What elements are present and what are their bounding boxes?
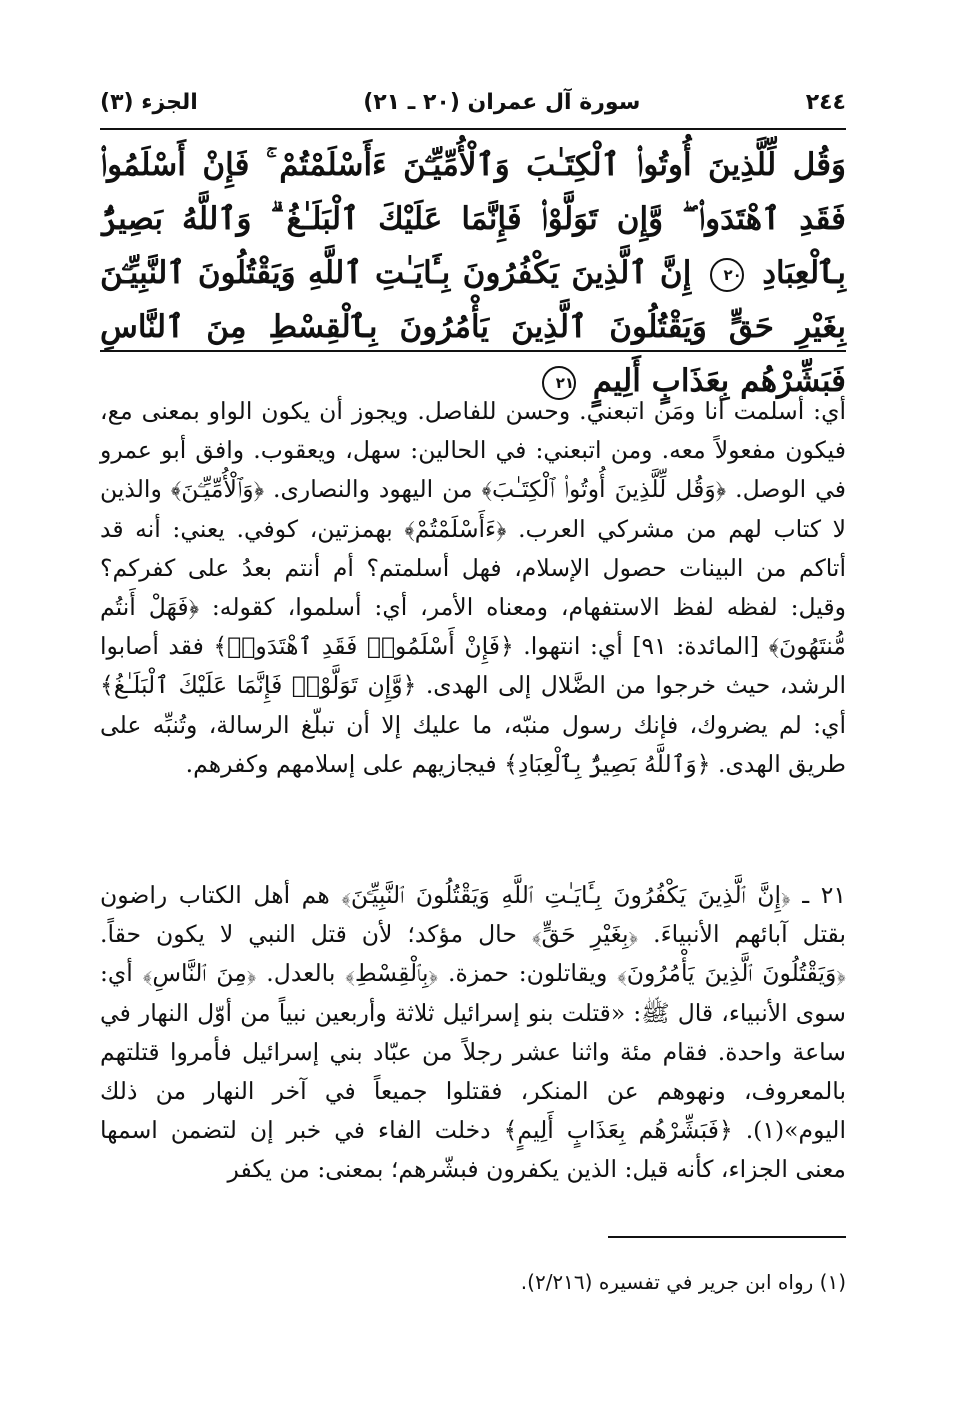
- page-header: [100, 82, 846, 122]
- ayah-20-marker: ٢٠: [710, 258, 744, 292]
- surah-title: سورة آل عمران (٢٠ ـ ٢١): [363, 89, 641, 115]
- ayah-21-marker: ٢١: [542, 366, 576, 400]
- juz-label: الجزء (٣): [100, 89, 198, 115]
- verses-divider: [100, 350, 846, 352]
- commentary-paragraph-2: ٢١ ـ ﴿إِنَّ ٱلَّذِينَ يَكْفُرُونَ بِـَٔايَـٰتِ ٱللَّهِ وَيَقْتُلُونَ ٱلنَّبِيِّـۧنَ﴾ هم أهل الكتاب راضون بقتل آبائهم الأنبياءَ. ﴿بِغَيْرِ حَقٍّ﴾ حال مؤكد؛ لأن قتل النبي لا يكون حقاً. ﴿وَيَقْتُلُونَ ٱلَّذِينَ يَأْمُرُونَ﴾ ويقاتلون: حمزة. ﴿بِٱلْقِسْطِ﴾ بالعدل. ﴿مِنَ ٱلنَّاسِ﴾ أي: سوى الأنبياء، قال ﷺ: «قتلت بنو إسرائيل ثلاثة وأربعين نبياً من أوّل النهار في ساعة واحدة. فقام مئة واثنا عشر رجلاً من عبّاد بني إسرائيل فأمروا قتلتهم بالمعروف، ونهوهم عن المنكر، فقتلوا جميعاً في آخر النهار من ذلك اليوم»(١). ﴿فَبَشِّرْهُم بِعَذَابٍ أَلِيمٍ﴾ دخلت الفاء في خبر إن لتضمن اسمها معنى الجزاء، كأنه قيل: الذين يكفرون فبشّرهم؛ بمعنى: من يكفر: [100, 881, 846, 1184]
- page-number: ٢٤٤: [805, 89, 846, 115]
- quran-verses: [100, 138, 846, 408]
- footnote: (١) رواه ابن جرير في تفسيره (٢/٢١٦).: [520, 1270, 846, 1294]
- ayah-20-text: وَقُل لِّلَّذِينَ أُوتُوا۟ ٱلْكِتَـٰبَ وَٱلْأُمِّيِّـۧنَ ءَأَسْلَمْتُمْ ۚ فَإِنْ أَسْلَمُوا۟ فَقَدِ ٱهْتَدَوا۟ ۖ وَّإِن تَوَلَّوْا۟ فَإِنَّمَا عَلَيْكَ ٱلْبَلَـٰغُ ۗ وَٱللَّهُ بَصِيرٌۢ بِٱلْعِبَادِ: [100, 147, 846, 291]
- commentary-paragraph-1: أي: أسلمت أنا ومَن اتبعني. وحسن للفاصل. ويجوز أن يكون الواو بمعنى مع، فيكون مفعولاً معه. ومن اتبعني: في الحالين: سهل، ويعقوب. وافق أبو عمرو في الوصل. ﴿وَقُل لِّلَّذِينَ أُوتُوا۟ ٱلْكِتَـٰبَ﴾ من اليهود والنصارى. ﴿وَٱلْأُمِّيِّـۧنَ﴾ والذين لا كتاب لهم من مشركي العرب. ﴿ءَأَسْلَمْتُمْ﴾ بهمزتين، كوفي. يعني: أنه قد أتاكم من البينات حصول الإسلام، فهل أسلمتم؟ أم أنتم بعدُ على كفركم؟ وقيل: لفظه لفظ الاستفهام، ومعناه الأمر، أي: أسلموا، كقوله: ﴿فَهَلْ أَنتُم مُّنتَهُونَ﴾ [المائدة: ٩١] أي: انتهوا. ﴿فَإِنْ أَسْلَمُوا۟ فَقَدِ ٱهْتَدَوا۟﴾ فقد أصابوا الرشد، حيث خرجوا من الضَّلال إلى الهدى. ﴿وَّإِن تَوَلَّوْا۟ فَإِنَّمَا عَلَيْكَ ٱلْبَلَـٰغُ﴾ أي: لم يضروك، فإنك رسول منبّه، ما عليك إلا أن تبلّغ الرسالة، وتُنبِّه على طريق الهدى. ﴿وَٱللَّهُ بَصِيرٌۢ بِٱلْعِبَادِ﴾ فيجازيهم على إسلامهم وكفرهم.: [100, 397, 846, 778]
- header-divider: [100, 128, 846, 130]
- footnote-divider: [608, 1236, 846, 1238]
- ayah-21-text: إِنَّ ٱلَّذِينَ يَكْفُرُونَ بِـَٔايَـٰتِ ٱللَّهِ وَيَقْتُلُونَ ٱلنَّبِيِّـۧنَ بِغَيْرِ حَقٍّ وَيَقْتُلُونَ ٱلَّذِينَ يَأْمُرُونَ بِٱلْقِسْطِ مِنَ ٱلنَّاسِ فَبَشِّرْهُم بِعَذَابٍ أَلِيمٍ: [100, 255, 846, 399]
